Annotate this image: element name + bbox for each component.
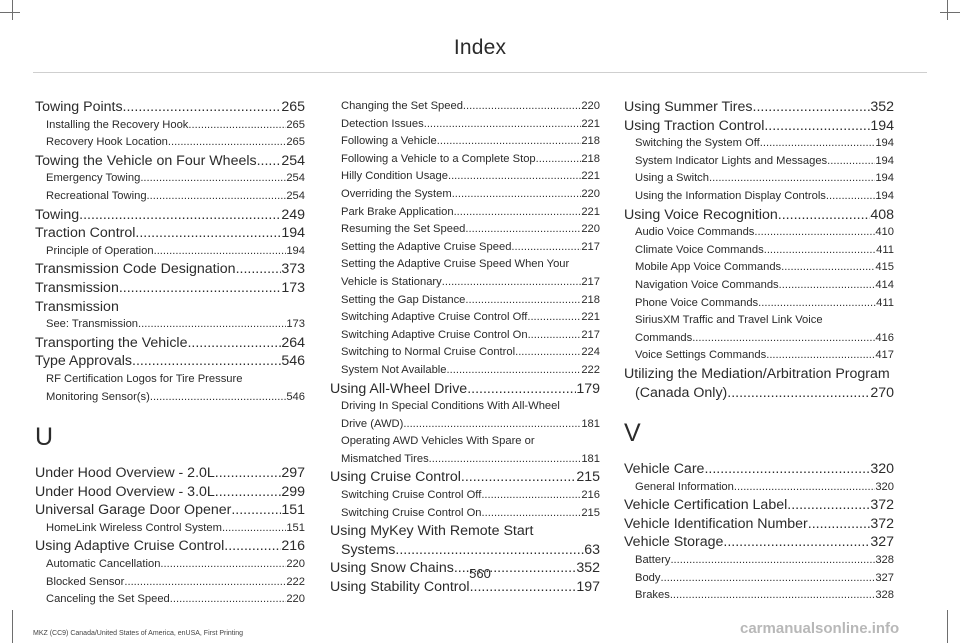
dot-leader (150, 389, 286, 407)
dot-leader (758, 295, 876, 313)
index-entry[interactable] (35, 279, 305, 298)
index-subentry[interactable] (330, 186, 600, 204)
dot-leader (527, 309, 581, 327)
entry-page: 216 (581, 489, 600, 502)
index-subentry[interactable] (624, 347, 894, 365)
index-subentry[interactable] (35, 243, 305, 261)
entry-page: 218 (581, 293, 600, 306)
index-subentry-line2[interactable] (330, 274, 600, 292)
index-subentry[interactable] (330, 327, 600, 345)
dot-leader (536, 151, 582, 169)
index-entry[interactable] (330, 380, 600, 399)
entry-page: 352 (870, 99, 894, 115)
dot-leader (778, 206, 871, 225)
entry-text: Hilly Condition Usage (341, 170, 448, 183)
dot-leader (138, 316, 286, 334)
entry-page: 373 (281, 261, 305, 278)
dot-leader (222, 520, 286, 538)
entry-text: (Canada Only) (635, 384, 728, 401)
entry-text: Using Stability Control (330, 579, 470, 596)
entry-text: Switching Adaptive Cruise Control On (341, 328, 528, 341)
dot-leader (231, 501, 281, 520)
dot-leader (448, 168, 581, 186)
section-letter: U (35, 423, 54, 452)
index-column-1 (35, 98, 305, 609)
index-subentry[interactable] (330, 221, 600, 239)
entry-page: 197 (576, 579, 600, 596)
entry-page: 151 (286, 521, 305, 534)
index-entry-line1[interactable]: Utilizing the Mediation/Arbitration Program (624, 365, 890, 382)
entry-text: Type Approvals (35, 353, 133, 370)
index-subentry[interactable] (624, 587, 894, 605)
entry-page: 220 (286, 593, 305, 606)
entry-text: Switching Cruise Control Off (341, 489, 482, 502)
dot-leader (779, 277, 876, 295)
dot-leader (454, 204, 582, 222)
index-subentry[interactable] (624, 135, 894, 153)
dot-leader (764, 117, 870, 136)
entry-page: 222 (581, 363, 600, 376)
index-entry[interactable] (624, 533, 894, 552)
entry-text: Vehicle Care (624, 461, 705, 478)
crop-mark-bottom-right-v (947, 610, 948, 643)
entry-text: Canceling the Set Speed (46, 593, 170, 606)
entry-text: Towing the Vehicle on Four Wheels (35, 152, 257, 169)
entry-text: System Indicator Lights and Messages (635, 154, 828, 167)
entry-page: 372 (870, 515, 894, 532)
dot-leader (692, 330, 875, 348)
index-subentry[interactable] (624, 242, 894, 260)
entry-page: 194 (281, 225, 305, 242)
entry-text: Emergency Towing (46, 172, 141, 185)
index-column-3 (624, 98, 894, 605)
entry-text: Using Adaptive Cruise Control (35, 538, 225, 555)
entry-page: 151 (281, 502, 305, 519)
entry-text: General Information (635, 480, 734, 493)
entry-page: 217 (581, 328, 600, 341)
crop-mark-top-right-v (947, 0, 948, 20)
entry-page: 265 (286, 136, 305, 149)
entry-text: Systems (341, 541, 396, 558)
entry-text: Using All-Wheel Drive (330, 380, 468, 397)
dot-leader (188, 117, 286, 135)
dot-leader (147, 188, 287, 206)
index-subentry[interactable] (330, 151, 600, 169)
entry-text: Switching Adaptive Cruise Control Off (341, 311, 528, 324)
index-entry[interactable] (35, 537, 305, 556)
entry-text: Towing Points (35, 99, 123, 115)
dot-leader (403, 416, 581, 434)
entry-text: Following a Vehicle (341, 135, 437, 148)
entry-text: Principle of Operation (46, 244, 154, 257)
crop-mark-top-left-v (12, 0, 13, 20)
entry-page: 216 (281, 538, 305, 555)
dot-leader (511, 239, 581, 257)
dot-leader (528, 327, 582, 345)
index-subentry[interactable] (624, 295, 894, 313)
entry-text: Detection Issues (341, 117, 424, 130)
entry-text: Brakes (635, 589, 670, 602)
entry-page: 264 (281, 334, 305, 351)
crop-mark-top-left-h (0, 12, 20, 13)
dot-leader (135, 224, 281, 243)
page-title: Index (453, 36, 507, 59)
entry-page: 221 (581, 311, 600, 324)
dot-leader (452, 186, 582, 204)
entry-text: Resuming the Set Speed (341, 223, 466, 236)
entry-page: 215 (581, 506, 600, 519)
index-subentry[interactable] (330, 292, 600, 310)
index-subentry[interactable] (330, 505, 600, 523)
index-subentry[interactable] (35, 520, 305, 538)
index-entry[interactable] (35, 483, 305, 502)
dot-leader (442, 274, 582, 292)
dot-leader (515, 344, 581, 362)
index-subentry-line1[interactable]: Driving In Special Conditions With All-Wheel (341, 400, 560, 413)
index-subentry[interactable] (624, 259, 894, 277)
entry-page: 217 (581, 240, 600, 253)
index-subentry[interactable] (35, 188, 305, 206)
entry-page: 270 (870, 384, 894, 401)
dot-leader (257, 152, 282, 171)
entry-text: Climate Voice Commands (635, 243, 764, 256)
entry-text: Battery (635, 554, 671, 567)
entry-text: Setting the Gap Distance (341, 293, 466, 306)
entry-page: 254 (281, 152, 305, 169)
index-entry[interactable] (624, 496, 894, 515)
entry-text: Switching to Normal Cruise Control (341, 346, 516, 359)
dot-leader (447, 362, 582, 380)
entry-page: 63 (584, 541, 600, 558)
dot-leader (215, 483, 282, 502)
entry-text: Following a Vehicle to a Complete Stop (341, 152, 536, 165)
watermark: carmanualsonline.info (740, 620, 900, 637)
entry-page: 194 (286, 244, 305, 257)
entry-page: 217 (581, 275, 600, 288)
entry-page: 224 (581, 346, 600, 359)
entry-page: 328 (875, 554, 894, 567)
entry-text: Vehicle Certification Label (624, 497, 788, 514)
entry-text: Installing the Recovery Hook (46, 118, 189, 131)
entry-page: 194 (870, 117, 894, 134)
entry-page: 411 (876, 296, 894, 309)
index-subentry[interactable] (330, 116, 600, 134)
entry-page: 327 (875, 571, 894, 584)
entry-text: Mobile App Voice Commands (635, 261, 782, 274)
entry-text: Recreational Towing (46, 189, 147, 202)
index-subentry[interactable] (35, 316, 305, 334)
index-entry[interactable] (35, 260, 305, 279)
entry-page: 220 (581, 223, 600, 236)
entry-text: Using Voice Recognition (624, 206, 778, 223)
entry-page: 546 (286, 390, 305, 403)
index-subentry[interactable] (624, 170, 894, 188)
entry-page: 221 (581, 170, 600, 183)
entry-text: Voice Settings Commands (635, 349, 767, 362)
index-column-2 (330, 98, 600, 597)
entry-page: 220 (581, 187, 600, 200)
dot-leader (482, 505, 582, 523)
entry-page: 328 (875, 589, 894, 602)
entry-text: Commands (635, 331, 693, 344)
dot-leader (467, 380, 576, 399)
index-subentry[interactable] (624, 224, 894, 242)
index-entry-line2[interactable] (330, 541, 600, 560)
entry-page: 254 (286, 172, 305, 185)
entry-page: 265 (286, 118, 305, 131)
index-subentry-line2[interactable] (624, 330, 894, 348)
crop-mark-top-right-h (940, 12, 960, 13)
index-entry[interactable] (35, 152, 305, 171)
entry-page: 194 (875, 189, 894, 202)
dot-leader (463, 98, 581, 116)
index-subentry[interactable] (624, 188, 894, 206)
crop-mark-bottom-left-v (12, 610, 13, 643)
entry-page: 411 (876, 243, 894, 256)
dot-leader (424, 116, 582, 134)
dot-leader (481, 487, 581, 505)
index-entry[interactable] (624, 515, 894, 534)
entry-page: 297 (281, 465, 305, 482)
entry-page: 221 (581, 205, 600, 218)
entry-text: Overriding the System (341, 187, 452, 200)
entry-text: Using Traction Control (624, 117, 765, 134)
dot-leader (808, 515, 871, 534)
entry-text: Phone Voice Commands (635, 296, 759, 309)
index-entry-line2[interactable] (624, 384, 894, 403)
entry-page: 254 (286, 189, 305, 202)
entry-text: Switching Cruise Control On (341, 506, 482, 519)
dot-leader (119, 279, 281, 298)
entry-text: Park Brake Application (341, 205, 454, 218)
dot-leader (168, 134, 286, 152)
index-entry[interactable] (35, 334, 305, 353)
dot-leader (766, 347, 875, 365)
entry-text: Audio Voice Commands (635, 226, 755, 239)
dot-leader (826, 188, 875, 206)
entry-text: Drive (AWD) (341, 417, 404, 430)
entry-page: 410 (875, 226, 894, 239)
entry-page: 181 (581, 417, 600, 430)
entry-text: Under Hood Overview - 2.0L (35, 465, 215, 482)
dot-leader (132, 352, 281, 371)
dot-leader (187, 334, 281, 353)
index-entry[interactable] (35, 501, 305, 520)
index-entry[interactable] (624, 117, 894, 136)
entry-page: 173 (286, 318, 305, 331)
entry-page: 414 (875, 278, 894, 291)
entry-text: Monitoring Sensor(s) (46, 390, 150, 403)
index-subentry-line1[interactable]: SiriusXM Traffic and Travel Link Voice (635, 314, 823, 327)
entry-page: 194 (875, 154, 894, 167)
entry-page: 179 (576, 380, 600, 397)
entry-page: 194 (875, 172, 894, 185)
entry-text: Under Hood Overview - 3.0L (35, 483, 215, 500)
index-entry[interactable] (35, 352, 305, 371)
dot-leader (123, 98, 282, 117)
header-rule (33, 72, 927, 73)
index-subentry[interactable] (330, 362, 600, 380)
index-subentry[interactable] (330, 98, 600, 116)
index-subentry[interactable] (624, 153, 894, 171)
dot-leader (170, 591, 287, 609)
dot-leader (753, 98, 871, 117)
index-entry[interactable] (624, 460, 894, 479)
entry-text: Transmission Code Designation (35, 261, 236, 278)
section-letter: V (624, 419, 641, 448)
entry-page: 218 (581, 135, 600, 148)
entry-text: Mismatched Tires (341, 452, 429, 465)
index-subentry-line1[interactable]: Operating AWD Vehicles With Spare or (341, 435, 535, 448)
entry-text: HomeLink Wireless Control System (46, 521, 222, 534)
dot-leader (781, 259, 875, 277)
index-entry[interactable] (35, 224, 305, 243)
entry-text: Using the Information Display Controls (635, 189, 826, 202)
entry-text: System Not Available (341, 363, 447, 376)
entry-text: Towing (35, 206, 80, 223)
entry-page: 222 (286, 575, 305, 588)
entry-text: Blocked Sensor (46, 575, 125, 588)
entry-text: Automatic Cancellation (46, 558, 161, 571)
entry-page: 352 (576, 560, 600, 577)
index-entry[interactable] (35, 206, 305, 225)
dot-leader (395, 541, 584, 560)
entry-page: 327 (870, 534, 894, 551)
entry-text: Universal Garage Door Opener (35, 502, 232, 519)
entry-text: Using Cruise Control (330, 469, 461, 486)
index-subentry-line2[interactable] (35, 389, 305, 407)
entry-text: Using a Switch (635, 172, 709, 185)
entry-text: Vehicle is Stationary (341, 275, 442, 288)
dot-leader (734, 479, 875, 497)
entry-page: 320 (875, 480, 894, 493)
index-subentry[interactable] (330, 309, 600, 327)
index-subentry[interactable] (35, 134, 305, 152)
dot-leader (704, 460, 870, 479)
entry-text: Navigation Voice Commands (635, 278, 779, 291)
dot-leader (465, 221, 581, 239)
dot-leader (727, 384, 870, 403)
index-entry[interactable] (35, 464, 305, 483)
dot-leader (827, 153, 875, 171)
index-entry[interactable] (624, 98, 894, 117)
entry-text: Switching the System Off (635, 137, 760, 150)
index-entry[interactable] (624, 206, 894, 225)
entry-page: 249 (281, 206, 305, 223)
entry-page: 320 (870, 461, 894, 478)
entry-page: 415 (875, 261, 894, 274)
entry-text: Recovery Hook Location (46, 136, 168, 149)
dot-leader (437, 133, 582, 151)
index-subentry[interactable] (35, 591, 305, 609)
entry-text: Body (635, 571, 661, 584)
entry-text: Vehicle Identification Number (624, 515, 808, 532)
index-entry[interactable]: Transmission (35, 298, 119, 315)
entry-text: Transporting the Vehicle (35, 334, 188, 351)
dot-leader (764, 242, 876, 260)
entry-text: Setting the Adaptive Cruise Speed (341, 240, 512, 253)
index-subentry[interactable] (330, 344, 600, 362)
index-subentry[interactable] (330, 133, 600, 151)
dot-leader (215, 464, 282, 483)
index-subentry[interactable] (624, 277, 894, 295)
entry-page: 181 (581, 452, 600, 465)
index-subentry[interactable] (330, 204, 600, 222)
index-subentry[interactable] (330, 168, 600, 186)
index-subentry[interactable] (624, 479, 894, 497)
entry-page: 173 (281, 279, 305, 296)
dot-leader (236, 260, 282, 279)
dot-leader (760, 135, 876, 153)
entry-page: 215 (576, 469, 600, 486)
entry-text: Vehicle Storage (624, 534, 724, 551)
entry-text: Using Snow Chains (330, 560, 454, 577)
entry-page: 299 (281, 483, 305, 500)
entry-text: See: Transmission (46, 318, 139, 331)
dot-leader (461, 468, 576, 487)
index-subentry-line2[interactable] (330, 416, 600, 434)
index-subentry-line1[interactable]: Setting the Adaptive Cruise Speed When Your (341, 258, 570, 271)
entry-page: 417 (875, 349, 894, 362)
entry-page: 372 (870, 497, 894, 514)
dot-leader (429, 451, 582, 469)
entry-page: 220 (581, 100, 600, 112)
index-entry[interactable] (330, 468, 600, 487)
dot-leader (140, 170, 286, 188)
index-subentry-line1[interactable]: RF Certification Logos for Tire Pressure (46, 372, 243, 385)
dot-leader (723, 533, 870, 552)
dot-leader (670, 587, 876, 605)
index-subentry[interactable] (35, 117, 305, 135)
entry-text: Changing the Set Speed (341, 100, 463, 112)
entry-page: 221 (581, 117, 600, 130)
dot-leader (709, 170, 875, 188)
entry-page: 416 (875, 331, 894, 344)
entry-page: 408 (870, 206, 894, 223)
entry-page: 265 (281, 99, 305, 115)
entry-page: 218 (581, 152, 600, 165)
index-subentry[interactable] (330, 487, 600, 505)
index-entry-line1[interactable]: Using MyKey With Remote Start (330, 523, 534, 540)
dot-leader (224, 537, 281, 556)
index-subentry[interactable] (330, 239, 600, 257)
entry-text: Traction Control (35, 225, 136, 242)
dot-leader (787, 496, 870, 515)
index-subentry[interactable] (35, 170, 305, 188)
dot-leader (79, 206, 281, 225)
entry-page: 194 (875, 137, 894, 150)
entry-page: 546 (281, 353, 305, 370)
dot-leader (465, 292, 581, 310)
entry-text: Using Summer Tires (624, 99, 753, 115)
entry-text: Transmission (35, 279, 119, 296)
dot-leader (154, 243, 287, 261)
page-number: 560 (469, 566, 491, 581)
footer-text: MKZ (CC9) Canada/United States of America, enUSA, First Printing (33, 630, 244, 637)
index-entry[interactable] (35, 98, 305, 117)
dot-leader (754, 224, 875, 242)
index-subentry-line2[interactable] (330, 451, 600, 469)
entry-page: 220 (286, 558, 305, 571)
